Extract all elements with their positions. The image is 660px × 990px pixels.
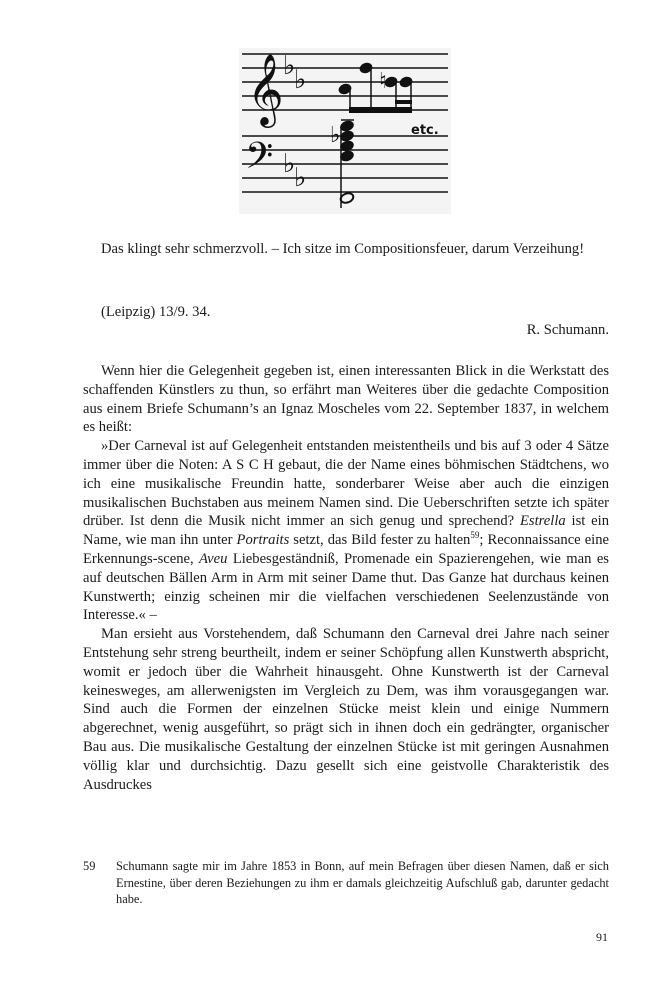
paragraph: Das klingt sehr schmerzvoll. – Ich sitze im Compositionsfeuer, darum Verzeihung! [101, 241, 585, 257]
quote-paragraph: »Der Carneval ist auf Gelegenheit entstanden meistentheils und bis auf 3 oder 4 Sätze immer über die Noten: A S C H gebaut, die der Name eines böhmischen Städtchens, wo ich eine musikalische Freundin hatte, sonderbarer Weise aber auch die einzigen musikalischen Buchstaben aus meinem Namen sind. Die Ueberschriften setzte ich später drüber. Ist denn die Musik nicht immer an sich genug und sprechend? Estrella ist ein Name, wie man ihn unter Portraits setzt, das Bild fester zu halten$^{59}$; Reconnaissance eine Erkennungs-scene, Aveu Liebesgeständniß, Promenade ein Spazierengehen, wie man es auf deutschen Bällen Arm in Arm mit seiner Dame thut. Das Ganze hat durchaus keinen Kunstwerth; einzig scheinen mir die vielfachen verschiedenen Seelenzustände von Interesse.« – [83, 438, 610, 624]
music-notation-figure [239, 48, 451, 214]
footnote-number: 59 [83, 859, 96, 873]
letter-closing-paragraph [83, 240, 609, 259]
svg-text:♭: ♭ [330, 123, 341, 148]
footnote-text: Schumann sagte mir im Jahre 1853 in Bonn, auf mein Befragen über diesen Namen, daß er sich Ernestine, über deren Beziehungen zu ihm er damals gleichzeitig Aufschluß gab, darunter gedacht habe. [116, 859, 609, 906]
dateline-block [83, 303, 609, 322]
flat-icon: ♭ [283, 149, 296, 179]
paragraph: Wenn hier die Gelegenheit gegeben ist, einen interessanten Blick in die Werkstatt des schaffenden Künstlers zu thun, so erfährt man Weiteres über die gedachte Composition aus einem Briefe Schumann’s an Ignaz Moscheles vom 22. September 1837, in welchem es heißt: [83, 363, 609, 436]
footnote-reference[interactable]: 59 [470, 530, 480, 541]
flat-icon: ♭ [294, 65, 307, 95]
flat-icon: ♭ [283, 51, 296, 81]
bass-clef-icon: 𝄢 [245, 135, 274, 186]
emphasis-aveu: Aveu [199, 550, 228, 567]
emphasis-estrella: Estrella [520, 513, 566, 530]
flat-icon: ♭ [294, 163, 307, 193]
emphasis-portraits: Portraits [236, 532, 290, 549]
natural-icon: ♮ [379, 69, 387, 94]
paragraph: Man ersieht aus Vorstehendem, daß Schumann den Carneval drei Jahre nach seiner Entstehung sehr streng beurtheilt, indem er seiner Schöpfung allen Kunstwerth abspricht, womit er jedoch über die Wahrheit hinausgeht. Ohne Kunstwerth ist der Carneval keinesweges, am allerwenigsten im Vergleich zu Dem, was ihm vorausgegangen war. Sind auch die Formen der einzelnen Stücke meist klein und einige Nummern abgerechnet, wenig ausgeführt, so prägt sich in ihnen doch ein gedrängter, organischer Bau aus. Die musikalische Gestaltung der einzelnen Stücke ist mit geringen Ausnahmen völlig klar und durchsichtig. Dazu gesellt sich eine geistvolle Charakteristik des Ausdruckes [83, 626, 609, 793]
main-body [83, 362, 609, 794]
footnote [83, 858, 609, 908]
dateline: (Leipzig) 13/9. 34. [101, 304, 211, 320]
etc-annotation: etc. [411, 123, 439, 138]
signature: R. Schumann. [526, 322, 609, 338]
treble-clef-icon: 𝄞 [247, 52, 284, 125]
page-number: 91 [596, 930, 608, 944]
